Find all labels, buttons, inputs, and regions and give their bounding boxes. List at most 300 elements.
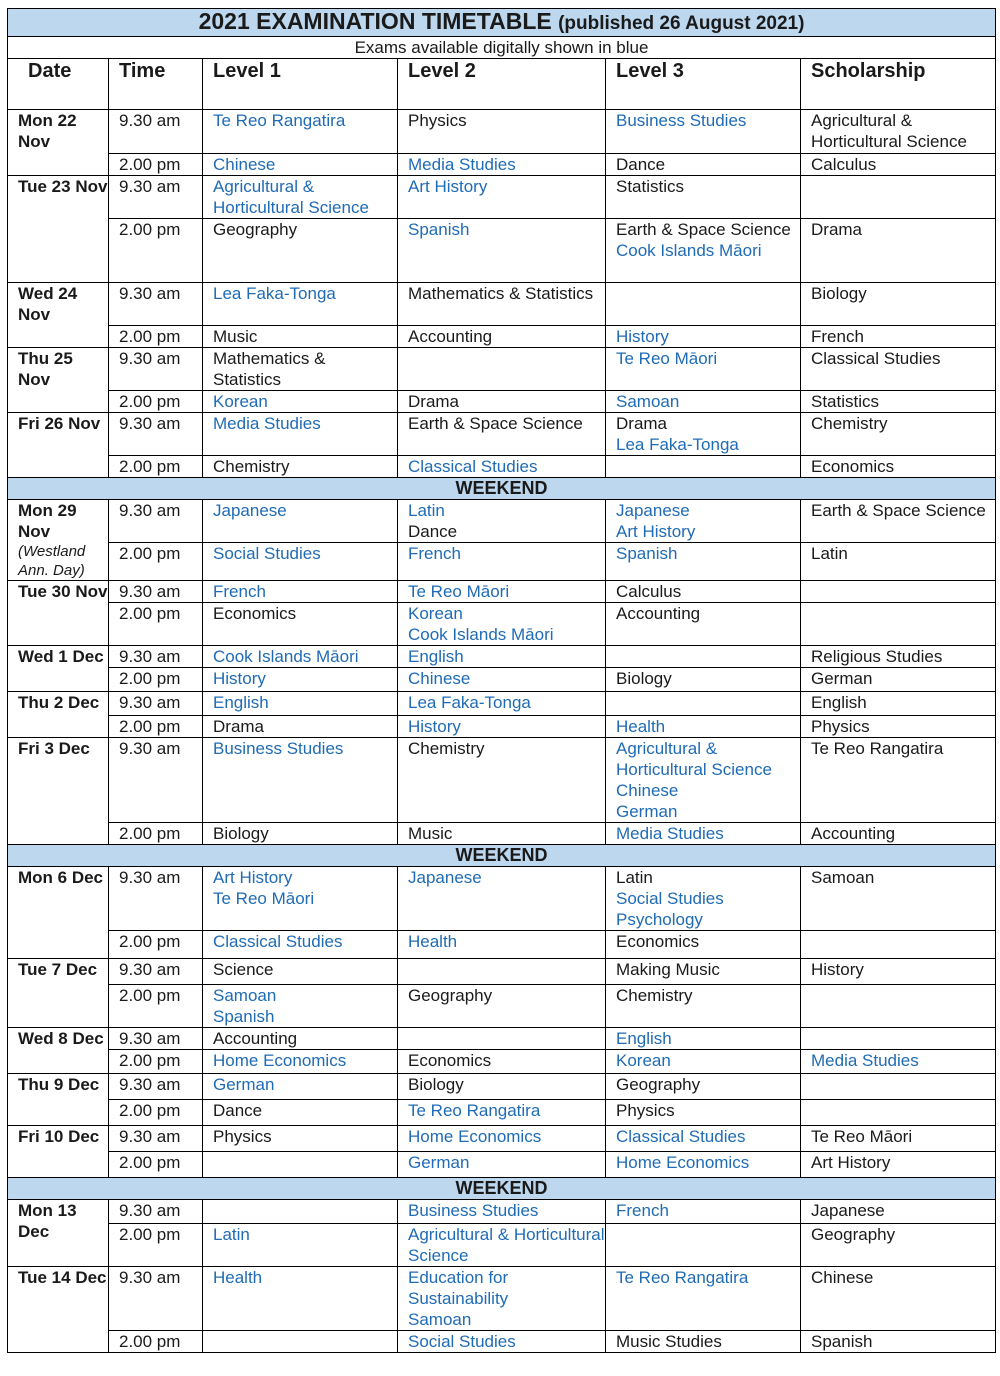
cell-level-3: [606, 456, 801, 478]
subject-name: Chinese: [408, 669, 471, 688]
cell-level-2: [398, 326, 606, 348]
subject-name: Samoan: [811, 868, 875, 887]
subject-name: Art History: [408, 177, 488, 196]
subject-name: Social Studies: [213, 544, 321, 563]
cell-scholarship: [801, 1224, 996, 1267]
exam-date-label: Thu 25 Nov: [18, 349, 73, 389]
table-row: [8, 581, 996, 603]
cell-scholarship: [801, 959, 996, 985]
cell-level-2: [398, 959, 606, 985]
subject-name: Economics: [213, 604, 297, 623]
exam-date-label: Tue 30 Nov: [18, 582, 108, 601]
subject-name: Chemistry: [213, 457, 290, 476]
digital-exam-note: Exams available digitally shown in blue: [8, 37, 996, 59]
cell-level-2: [398, 176, 606, 219]
subject-name: Chemistry: [811, 414, 888, 433]
subject-name: Samoan: [408, 1310, 472, 1329]
subject-name: Physics: [213, 1127, 272, 1146]
subject-name: English: [408, 647, 464, 666]
cell-scholarship: [801, 456, 996, 478]
cell-scholarship: [801, 692, 996, 716]
exam-date: [8, 646, 109, 692]
cell-scholarship: [801, 348, 996, 391]
weekend-label: WEEKEND: [8, 845, 996, 867]
header-level-3: Level 3: [606, 59, 801, 110]
table-row: [8, 959, 996, 985]
cell-level-3: [606, 1152, 801, 1178]
cell-scholarship: [801, 1200, 996, 1224]
cell-level-1: [203, 413, 398, 456]
exam-date: [8, 1267, 109, 1353]
weekend-row: [8, 1178, 996, 1200]
cell-level-1: [203, 1267, 398, 1331]
subject-name: History: [811, 960, 864, 979]
subject-name: Japanese: [408, 868, 482, 887]
subject-name: Classical Studies: [811, 349, 941, 368]
exam-date-label: Fri 3 Dec: [18, 739, 90, 758]
subject-name: Religious Studies: [811, 647, 943, 666]
table-row: [8, 867, 996, 931]
exam-date-label: Fri 10 Dec: [18, 1127, 100, 1146]
subject-name: Media Studies: [408, 155, 516, 174]
table-row: [8, 176, 996, 219]
exam-time: 9.30 am: [109, 738, 203, 823]
cell-level-2: [398, 543, 606, 581]
subject-name: Making Music: [616, 960, 720, 979]
subject-name: Geography: [213, 220, 298, 239]
cell-level-1: [203, 646, 398, 668]
cell-scholarship: [801, 219, 996, 283]
subject-name: German: [811, 669, 873, 688]
table-row: [8, 1331, 996, 1353]
exam-timetable: [7, 8, 996, 1353]
subject-name: Te Reo Māori: [213, 889, 315, 908]
subject-name: Art History: [616, 522, 696, 541]
cell-level-2: [398, 1267, 606, 1331]
table-row: [8, 154, 996, 176]
subject-name: Drama: [408, 392, 460, 411]
exam-time: 2.00 pm: [109, 154, 203, 176]
subject-name: Classical Studies: [213, 932, 343, 951]
cell-level-3: [606, 959, 801, 985]
cell-level-2: [398, 391, 606, 413]
cell-level-2: [398, 1224, 606, 1267]
cell-scholarship: [801, 326, 996, 348]
table-row: [8, 543, 996, 581]
exam-date-label: Thu 2 Dec: [18, 693, 100, 712]
subject-name: Latin: [616, 868, 653, 887]
exam-date-label: Wed 24 Nov: [18, 284, 78, 324]
exam-date-label: Tue 23 Nov: [18, 177, 108, 196]
cell-level-2: [398, 1028, 606, 1050]
subject-name: Te Reo Rangatira: [811, 739, 944, 758]
cell-level-1: [203, 326, 398, 348]
subject-name: Te Reo Māori: [616, 349, 718, 368]
cell-level-1: [203, 1074, 398, 1100]
exam-time: 2.00 pm: [109, 1050, 203, 1074]
cell-level-1: [203, 543, 398, 581]
exam-date-label: Tue 14 Dec: [18, 1268, 107, 1287]
exam-time: 9.30 am: [109, 1126, 203, 1152]
cell-scholarship: [801, 738, 996, 823]
exam-time: 2.00 pm: [109, 1331, 203, 1353]
exam-date-label: Mon 6 Dec: [18, 868, 104, 887]
cell-scholarship: [801, 581, 996, 603]
cell-level-1: [203, 1152, 398, 1178]
exam-date-label: Tue 7 Dec: [18, 960, 98, 979]
cell-level-2: [398, 154, 606, 176]
cell-level-1: [203, 985, 398, 1028]
subject-name: French: [616, 1201, 669, 1220]
title-main: 2021 EXAMINATION TIMETABLE: [198, 8, 552, 34]
subject-name: Lea Faka-Tonga: [408, 693, 531, 712]
exam-time: 2.00 pm: [109, 985, 203, 1028]
exam-time: 2.00 pm: [109, 1100, 203, 1126]
subject-name: Cook Islands Māori: [408, 625, 554, 644]
cell-level-2: [398, 867, 606, 931]
subject-name: Mathematics & Statistics: [408, 284, 594, 303]
cell-level-3: [606, 1050, 801, 1074]
cell-level-1: [203, 391, 398, 413]
cell-level-1: [203, 219, 398, 283]
subject-name: Te Reo Māori: [408, 582, 510, 601]
cell-level-3: [606, 1100, 801, 1126]
subject-name: Korean: [213, 392, 268, 411]
subject-name: Lea Faka-Tonga: [616, 435, 739, 454]
subject-name: Economics: [408, 1051, 492, 1070]
subject-name: Earth & Space Science: [811, 501, 986, 520]
cell-scholarship: [801, 543, 996, 581]
cell-level-3: [606, 543, 801, 581]
exam-time: 2.00 pm: [109, 1152, 203, 1178]
cell-level-2: [398, 348, 606, 391]
subject-name: Latin: [213, 1225, 250, 1244]
cell-level-2: [398, 500, 606, 543]
subject-name: German: [408, 1153, 470, 1172]
subject-name: Classical Studies: [616, 1127, 746, 1146]
table-row: [8, 738, 996, 823]
subject-name: Economics: [811, 457, 895, 476]
cell-level-3: [606, 348, 801, 391]
subject-name: Classical Studies: [408, 457, 538, 476]
subject-name: Media Studies: [616, 824, 724, 843]
cell-level-2: [398, 985, 606, 1028]
table-row: [8, 391, 996, 413]
exam-date-label: Mon 13 Dec: [18, 1201, 77, 1241]
cell-scholarship: [801, 1126, 996, 1152]
subject-name: Geography: [616, 1075, 701, 1094]
cell-level-3: [606, 985, 801, 1028]
table-row: [8, 1028, 996, 1050]
cell-level-3: [606, 110, 801, 154]
exam-time: 9.30 am: [109, 646, 203, 668]
table-row: [8, 500, 996, 543]
cell-level-3: [606, 219, 801, 283]
cell-level-1: [203, 738, 398, 823]
subject-name: Agricultural & Horticultural Science: [616, 739, 772, 779]
cell-scholarship: [801, 1267, 996, 1331]
subject-name: Music: [213, 327, 258, 346]
subject-name: Spanish: [408, 220, 470, 239]
cell-scholarship: [801, 668, 996, 692]
subject-name: Earth & Space Science: [408, 414, 583, 433]
subject-name: English: [616, 1029, 672, 1048]
subject-name: Physics: [616, 1101, 675, 1120]
cell-level-3: [606, 1331, 801, 1353]
subject-name: Drama: [213, 717, 265, 736]
cell-level-2: [398, 1152, 606, 1178]
subject-name: Business Studies: [616, 111, 747, 130]
subject-name: Accounting: [616, 604, 701, 623]
cell-level-3: [606, 1267, 801, 1331]
table-row: [8, 219, 996, 283]
subject-name: Home Economics: [616, 1153, 750, 1172]
table-row: [8, 1152, 996, 1178]
subject-name: Cook Islands Māori: [616, 241, 762, 260]
cell-level-1: [203, 867, 398, 931]
subject-name: Te Reo Rangatira: [213, 111, 346, 130]
subject-name: Dance: [408, 522, 458, 541]
exam-time: 2.00 pm: [109, 1224, 203, 1267]
subject-name: Drama: [616, 414, 668, 433]
header-scholarship: Scholarship: [801, 59, 996, 110]
cell-level-2: [398, 716, 606, 738]
exam-date: [8, 1074, 109, 1126]
subject-name: Business Studies: [408, 1201, 539, 1220]
cell-level-2: [398, 668, 606, 692]
exam-date: [8, 500, 109, 581]
cell-level-2: [398, 1331, 606, 1353]
cell-level-3: [606, 1224, 801, 1267]
subject-name: Physics: [408, 111, 467, 130]
cell-level-3: [606, 603, 801, 646]
exam-time: 9.30 am: [109, 867, 203, 931]
exam-date: [8, 110, 109, 176]
subject-name: History: [616, 327, 669, 346]
table-row: [8, 1074, 996, 1100]
subject-name: Health: [408, 932, 458, 951]
cell-level-2: [398, 1200, 606, 1224]
timetable-title: [8, 9, 996, 37]
subject-name: Statistics: [616, 177, 685, 196]
cell-level-2: [398, 646, 606, 668]
exam-date: [8, 867, 109, 959]
exam-time: 9.30 am: [109, 1200, 203, 1224]
subject-name: French: [811, 327, 864, 346]
column-header-row: [8, 59, 996, 110]
subject-name: Geography: [811, 1225, 896, 1244]
subject-name: Chemistry: [616, 986, 693, 1005]
subject-name: Art History: [213, 868, 293, 887]
subject-name: Korean: [616, 1051, 671, 1070]
exam-date: [8, 1126, 109, 1178]
cell-level-3: [606, 668, 801, 692]
header-date: Date: [8, 59, 109, 110]
table-row: [8, 413, 996, 456]
subject-name: Earth & Space Science: [616, 220, 791, 239]
exam-date: [8, 581, 109, 646]
cell-scholarship: [801, 1152, 996, 1178]
subject-name: Drama: [811, 220, 863, 239]
exam-time: 9.30 am: [109, 692, 203, 716]
exam-date-label: Mon 22 Nov: [18, 111, 77, 151]
exam-date: [8, 348, 109, 413]
cell-scholarship: [801, 283, 996, 326]
cell-scholarship: [801, 176, 996, 219]
cell-level-1: [203, 716, 398, 738]
table-row: [8, 985, 996, 1028]
header-level-1: Level 1: [203, 59, 398, 110]
cell-scholarship: [801, 1074, 996, 1100]
subject-name: Music Studies: [616, 1332, 722, 1351]
subject-name: Te Reo Rangatira: [616, 1268, 749, 1287]
exam-date-note: (Westland Ann. Day): [18, 543, 86, 579]
subject-name: English: [213, 693, 269, 712]
subject-name: Health: [616, 717, 666, 736]
subject-name: Statistics: [811, 392, 880, 411]
exam-date: [8, 1028, 109, 1074]
table-row: [8, 692, 996, 716]
cell-scholarship: [801, 110, 996, 154]
subject-name: Agricultural & Horticultural Science: [213, 177, 369, 217]
table-row: [8, 348, 996, 391]
cell-level-1: [203, 1100, 398, 1126]
subject-name: Agricultural & Horticultural Science: [408, 1225, 605, 1265]
cell-level-2: [398, 456, 606, 478]
subject-name: Science: [213, 960, 274, 979]
exam-time: 2.00 pm: [109, 668, 203, 692]
exam-time: 2.00 pm: [109, 391, 203, 413]
subject-name: Latin: [408, 501, 445, 520]
table-row: [8, 1126, 996, 1152]
table-row: [8, 603, 996, 646]
cell-level-1: [203, 176, 398, 219]
exam-time: 9.30 am: [109, 348, 203, 391]
cell-level-1: [203, 283, 398, 326]
header-level-2: Level 2: [398, 59, 606, 110]
subject-name: Accounting: [213, 1029, 298, 1048]
exam-time: 2.00 pm: [109, 931, 203, 959]
exam-time: 2.00 pm: [109, 603, 203, 646]
exam-time: 2.00 pm: [109, 543, 203, 581]
subject-name: Cook Islands Māori: [213, 647, 359, 666]
cell-level-2: [398, 738, 606, 823]
table-row: [8, 1050, 996, 1074]
subject-name: Te Reo Māori: [811, 1127, 913, 1146]
subject-name: Latin: [811, 544, 848, 563]
cell-scholarship: [801, 1331, 996, 1353]
cell-scholarship: [801, 867, 996, 931]
exam-time: 9.30 am: [109, 110, 203, 154]
cell-level-1: [203, 581, 398, 603]
subject-name: Accounting: [811, 824, 896, 843]
cell-scholarship: [801, 716, 996, 738]
subject-name: Chinese: [616, 781, 679, 800]
table-row: [8, 931, 996, 959]
subject-name: Education for Sustainability: [408, 1268, 509, 1308]
cell-level-1: [203, 154, 398, 176]
cell-level-2: [398, 283, 606, 326]
subject-name: Agricultural & Horticultural Science: [811, 111, 967, 151]
cell-level-1: [203, 959, 398, 985]
subject-name: Chinese: [811, 1268, 874, 1287]
subject-name: Social Studies: [408, 1332, 516, 1351]
exam-date: [8, 692, 109, 738]
cell-level-2: [398, 823, 606, 845]
exam-date: [8, 1200, 109, 1267]
cell-scholarship: [801, 500, 996, 543]
cell-level-2: [398, 110, 606, 154]
subject-name: Social Studies: [616, 889, 724, 908]
subject-name: Home Economics: [213, 1051, 347, 1070]
cell-level-2: [398, 931, 606, 959]
subject-name: Mathematics & Statistics: [213, 349, 326, 389]
subject-name: Spanish: [213, 1007, 275, 1026]
exam-time: 2.00 pm: [109, 823, 203, 845]
subject-name: Samoan: [616, 392, 680, 411]
exam-date-label: Wed 1 Dec: [18, 647, 104, 666]
subject-name: Media Studies: [811, 1051, 919, 1070]
exam-date: [8, 413, 109, 478]
subject-name: Japanese: [213, 501, 287, 520]
subject-name: Calculus: [616, 582, 682, 601]
cell-level-2: [398, 581, 606, 603]
cell-level-2: [398, 1100, 606, 1126]
cell-scholarship: [801, 823, 996, 845]
table-row: [8, 716, 996, 738]
cell-level-1: [203, 668, 398, 692]
cell-level-3: [606, 326, 801, 348]
exam-time: 9.30 am: [109, 176, 203, 219]
subject-name: Home Economics: [408, 1127, 542, 1146]
cell-level-3: [606, 500, 801, 543]
subject-name: Biology: [408, 1075, 464, 1094]
subject-name: Music: [408, 824, 453, 843]
exam-time: 9.30 am: [109, 1028, 203, 1050]
subject-name: Lea Faka-Tonga: [213, 284, 336, 303]
exam-date: [8, 959, 109, 1028]
cell-level-1: [203, 1050, 398, 1074]
cell-level-3: [606, 176, 801, 219]
cell-level-3: [606, 1126, 801, 1152]
subject-name: Spanish: [811, 1332, 873, 1351]
exam-time: 9.30 am: [109, 413, 203, 456]
header-time: Time: [109, 59, 203, 110]
cell-level-1: [203, 1224, 398, 1267]
cell-level-1: [203, 500, 398, 543]
subject-name: Chemistry: [408, 739, 485, 758]
cell-scholarship: [801, 1028, 996, 1050]
subject-name: Japanese: [616, 501, 690, 520]
weekend-row: [8, 845, 996, 867]
cell-level-3: [606, 581, 801, 603]
cell-level-3: [606, 823, 801, 845]
cell-level-1: [203, 692, 398, 716]
cell-level-2: [398, 1050, 606, 1074]
exam-date-label: Wed 8 Dec: [18, 1029, 104, 1048]
title-published-date: (published 26 August 2021): [558, 13, 805, 34]
cell-level-3: [606, 1200, 801, 1224]
exam-date: [8, 176, 109, 283]
cell-scholarship: [801, 1100, 996, 1126]
subject-name: Te Reo Rangatira: [408, 1101, 541, 1120]
subject-name: German: [616, 802, 678, 821]
timetable-body: [8, 110, 996, 1353]
exam-date-label: Thu 9 Dec: [18, 1075, 100, 1094]
cell-level-3: [606, 283, 801, 326]
subject-name: German: [213, 1075, 275, 1094]
subject-name: Economics: [616, 932, 700, 951]
